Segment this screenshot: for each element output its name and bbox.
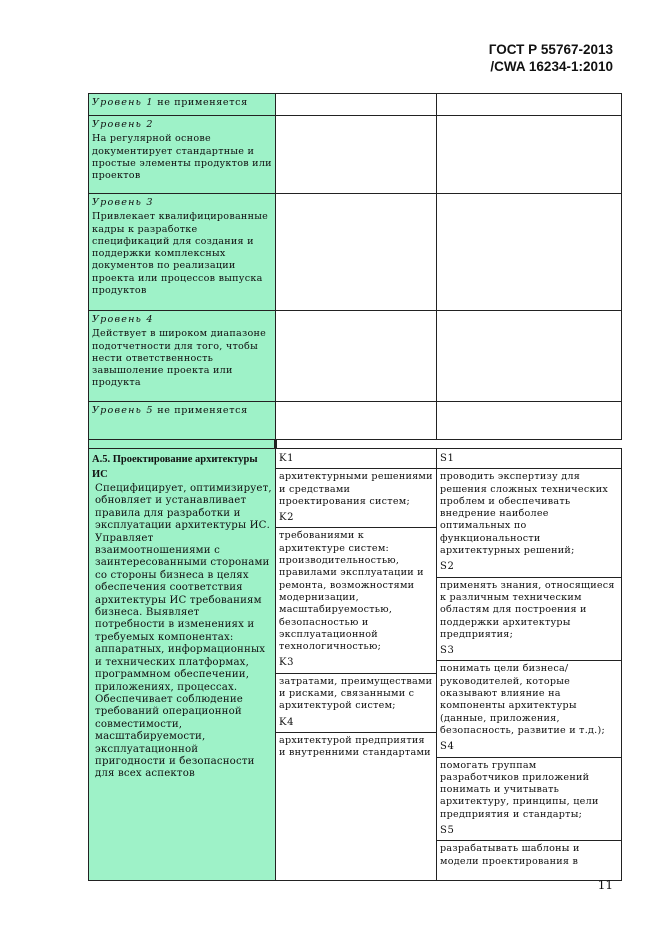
skill-code: S2 [437,559,621,577]
knowledge-code: K3 [276,655,436,673]
standard-equivalent: /CWA 16234-1:2010 [490,59,613,74]
level-2-description: На регулярной основе документирует стандартные и простые элементы продуктов или проектов [92,133,272,182]
level-4-description: Действует в широком диапазоне подотчетности для того, чтобы нести ответственность завышоление проекта или продукта [92,328,267,389]
knowledge-cell-level-3 [276,194,437,311]
standard-code: ГОСТ Р 55767-2013 [488,42,613,57]
level-cell-2: Уровень 2 На регулярной основе документирует стандартные и простые элементы продуктов или проектов [89,116,276,194]
skill-item [440,451,618,559]
skill-text: применять знания, относящиеся к различным техническим областям для построения и поддержки архитектуры предприятия; [440,579,615,640]
knowledge-item [279,715,433,762]
skill-code: S1 [437,451,621,469]
skills-cell-level-4 [437,311,622,402]
level-cell-4: Уровень 4 Действует в широком диапазоне подотчетности для того, чтобы нести ответственность завышоление проекта или продукта [89,311,276,402]
section-gap [89,440,622,449]
skills-cell-level-2 [437,116,622,194]
skills-cell-level-5 [437,402,622,440]
knowledge-cell-level-4 [276,311,437,402]
skill-text: разрабатывать шаблоны и модели проектирования в [440,843,580,867]
level-5-note: не применяется [153,405,248,416]
knowledge-text: архитектурными решениями и средствами проектирования систем; [279,471,433,507]
skills-cell [437,449,622,881]
skill-item [440,739,618,823]
skill-text: понимать цели бизнеса/руководителей, которые оказывают влияние на компоненты архитектуры (данные, приложения, безопасность, развитие и т.д.); [440,663,605,736]
skill-code: S4 [437,739,621,757]
level-row-2 [89,116,622,194]
skill-text: помогать группам разработчиков приложений понимать и учитывать архитектуру, принципы, цели предприятия и стандарты; [440,759,599,820]
knowledge-code: K1 [276,451,436,469]
skill-item [440,559,618,643]
knowledge-item [279,510,433,655]
knowledge-text: затратами, преимуществами и рисками, связанными с архитектурой систем; [279,675,433,712]
skill-code: S3 [437,643,621,661]
level-3-description: Привлекает квалифицированные кадры к разработке спецификаций для создания и поддержки комплексных документов по реализации проекта или процессов выпуска продуктов [92,211,269,297]
competence-table [88,93,622,881]
level-row-1 [89,94,622,116]
knowledge-item [279,655,433,714]
knowledge-cell-level-5 [276,402,437,440]
skill-text: проводить экспертизу для решения сложных технических проблем и обеспечивать внедрение наиболее оптимальных по функциональности архитектурных решений; [440,471,608,557]
knowledge-cell-level-1 [276,94,437,116]
competence-description: Специфицирует, оптимизирует, обновляет и устанавливает правила для разработки и эксплуатации архитектуры ИС. Управляет взаимоотношениями с заинтересованными сторонами со стороны бизнеса в целях обеспечения соответствия архитектуры ИС требованиям бизнеса. Выявляет потребности в изменениях и требуемых компонентах: аппаратных, информационных и технических платформах, программном обеспечении, приложениях, процессах. Обеспечивает соблюдение требований операционной совместимости, масштабируемости, эксплуатационной пригодности и безопасности для всех аспектов [95,483,272,780]
skill-code: S5 [437,823,621,841]
level-cell-3: Уровень 3 Привлекает квалифицированные кадры к разработке спецификаций для создания и поддержки комплексных документов по реализации проекта или процессов выпуска продуктов [89,194,276,311]
knowledge-item [279,451,433,510]
skill-item [440,643,618,739]
competence-cell [89,449,276,881]
knowledge-code: K4 [276,715,436,733]
skill-item [440,823,618,870]
competence-title: А.5. Проектирование архитектуры ИС [92,454,258,480]
skills-cell-level-3 [437,194,622,311]
standard-header [489,41,613,75]
competence-row [89,449,622,881]
knowledge-text: требованиями к архитектуре систем: производительностью, правилами эксплуатации и ремонта, возможностями модернизации, масштабируемостью, безопасностью и эксплуатационной технологичностью; [279,530,424,653]
page-number: 11 [597,878,613,892]
knowledge-cell-level-2 [276,116,437,194]
level-1-note: не применяется [153,97,248,108]
skills-cell-level-1 [437,94,622,116]
knowledge-text: архитектурой предприятия и внутренними стандартами [279,734,431,759]
level-cell-5: Уровень 5 не применяется [89,402,276,440]
knowledge-code: K2 [276,510,436,528]
knowledge-cell [276,449,437,881]
level-row-3 [89,194,622,311]
level-row-5 [89,402,622,440]
level-row-4 [89,311,622,402]
level-cell-1: Уровень 1 не применяется [89,94,276,116]
